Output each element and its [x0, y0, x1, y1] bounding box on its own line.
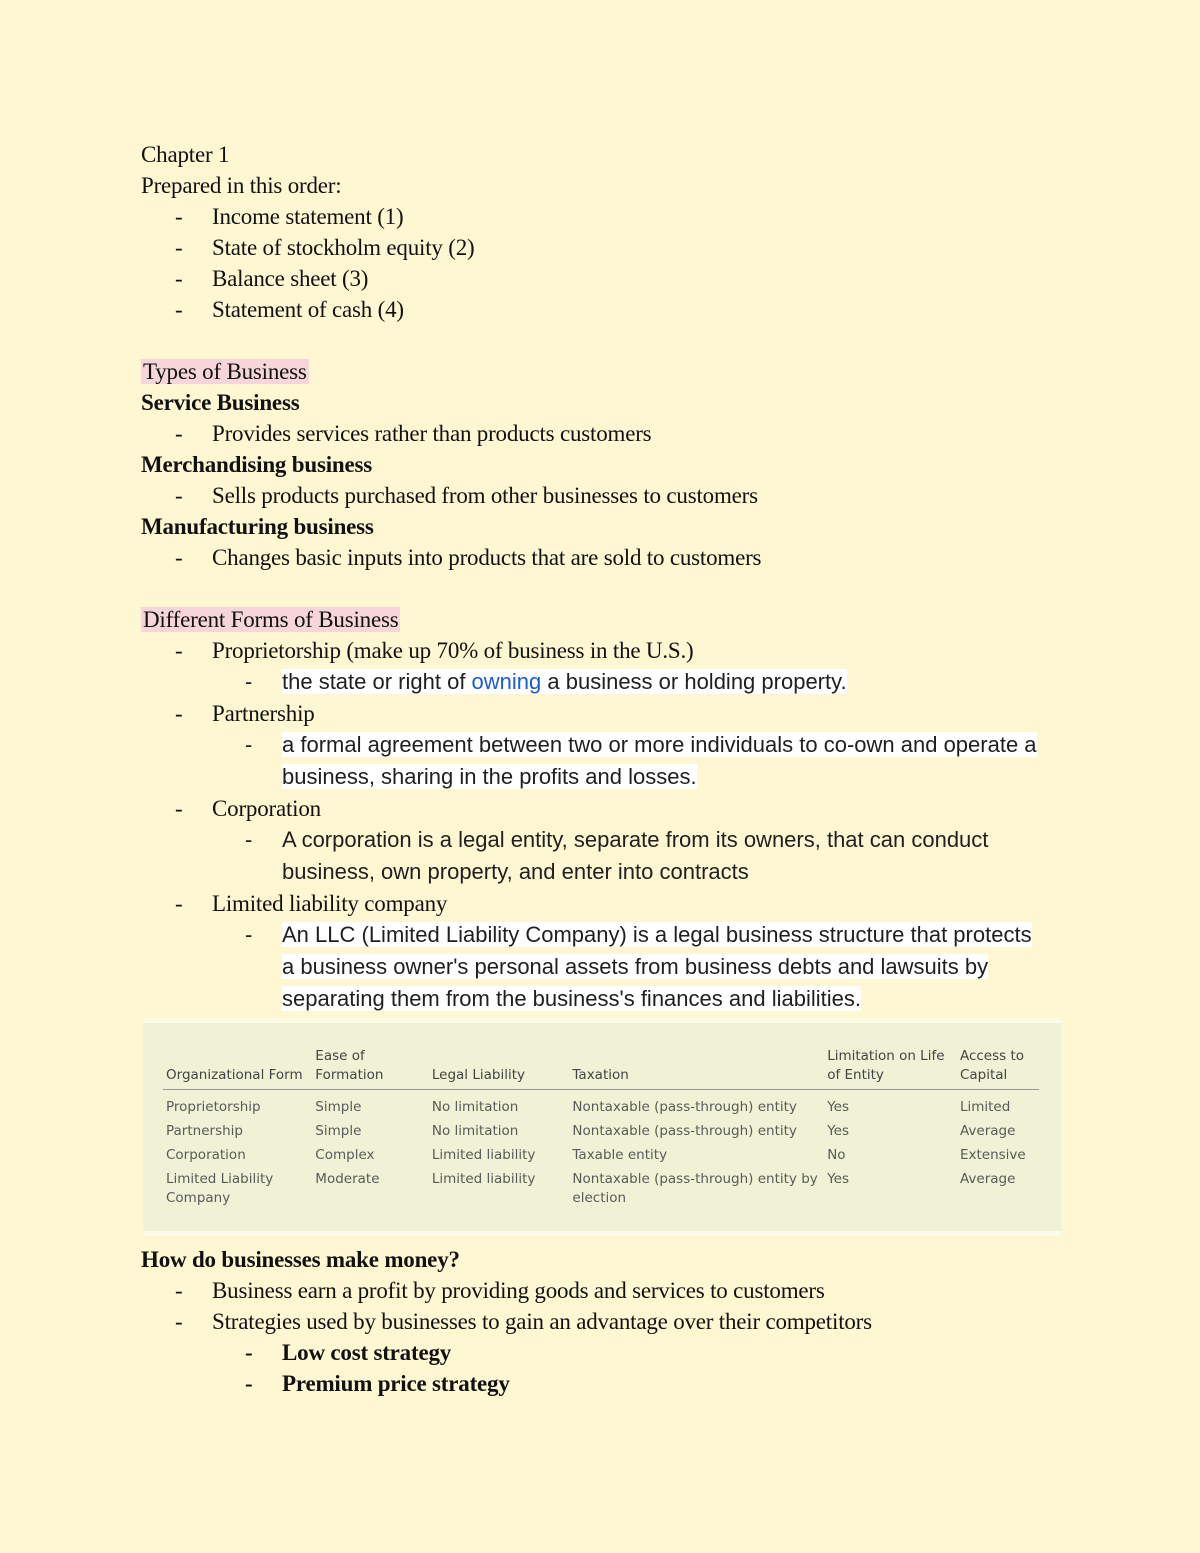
strategy-item: - Low cost strategy: [141, 1337, 1101, 1368]
service-business-desc: - Provides services rather than products customers: [141, 418, 1101, 449]
merchandising-business-desc: - Sells products purchased from other businesses to customers: [141, 480, 1101, 511]
dash-bullet: -: [175, 204, 183, 229]
dash-bullet: -: [175, 796, 183, 821]
col-legal-liability: Legal Liability: [429, 1043, 570, 1090]
owning-link[interactable]: owning: [471, 669, 542, 694]
table-row: Corporation Complex Limited liability Taxable entity No Extensive: [166, 1147, 1026, 1163]
dash-bullet: -: [175, 1309, 183, 1334]
col-organizational-form: Organizational Form: [163, 1043, 312, 1090]
business-forms-table: [163, 1043, 1039, 1210]
table-header-row: [163, 1043, 1039, 1090]
business-forms-table-image: [143, 1018, 1061, 1236]
order-item: - Balance sheet (3): [141, 263, 1101, 294]
partnership-definition: - a formal agreement between two or more individuals to co-own and operate a business, sharing in the profits and losses.: [141, 729, 1042, 793]
form-llc: - Limited liability company: [141, 888, 1101, 919]
form-proprietorship: - Proprietorship (make up 70% of business in the U.S.): [141, 635, 1101, 666]
dash-bullet: -: [175, 701, 183, 726]
table-row: Proprietorship Simple No limitation Nontaxable (pass-through) entity Yes Limited: [166, 1099, 1011, 1115]
form-corporation: - Corporation: [141, 793, 1101, 824]
merchandising-business-title: Merchandising business: [141, 452, 372, 477]
order-item: - Income statement (1): [141, 201, 1101, 232]
order-item: - State of stockholm equity (2): [141, 232, 1101, 263]
dash-bullet: -: [175, 1278, 183, 1303]
notes-content: [141, 139, 1101, 1015]
types-heading: Types of Business: [143, 359, 307, 384]
manufacturing-business-title: Manufacturing business: [141, 514, 374, 539]
proprietorship-definition: - the state or right of owning a business or holding property.: [141, 666, 1101, 698]
form-partnership: - Partnership: [141, 698, 1101, 729]
col-access-to-capital: Access to Capital: [957, 1043, 1039, 1090]
dash-bullet: -: [175, 297, 183, 322]
order-item: - Statement of cash (4): [141, 294, 1101, 325]
dash-bullet: -: [245, 732, 253, 757]
dash-bullet: -: [245, 827, 253, 852]
corporation-definition: - A corporation is a legal entity, separate from its owners, that can conduct business, own property, and enter into contracts: [141, 824, 1072, 888]
dash-bullet: -: [175, 638, 183, 663]
dash-bullet: -: [175, 891, 183, 916]
llc-definition: - An LLC (Limited Liability Company) is a legal business structure that protects a business owner's personal assets from business debts and lawsuits by separating them from the business's finances and liabilities.: [141, 919, 1042, 1015]
manufacturing-business-desc: - Changes basic inputs into products that are sold to customers: [141, 542, 1101, 573]
money-point: - Business earn a profit by providing goods and services to customers: [141, 1275, 1101, 1306]
money-section: [141, 1244, 1101, 1399]
strategy-item: - Premium price strategy: [141, 1368, 1101, 1399]
col-taxation: Taxation: [569, 1043, 824, 1090]
dash-bullet: -: [245, 922, 253, 947]
dash-bullet: -: [175, 483, 183, 508]
dash-bullet: -: [245, 1340, 253, 1365]
dash-bullet: -: [245, 1371, 253, 1396]
chapter-title: Chapter 1: [141, 142, 230, 167]
forms-heading: Different Forms of Business: [143, 607, 399, 632]
dash-bullet: -: [175, 235, 183, 260]
order-intro: Prepared in this order:: [141, 173, 342, 198]
dash-bullet: -: [175, 421, 183, 446]
table-row: Partnership Simple No limitation Nontaxable (pass-through) entity Yes Average: [166, 1123, 1016, 1139]
service-business-title: Service Business: [141, 390, 300, 415]
money-heading: How do businesses make money?: [141, 1247, 460, 1272]
col-limitation-on-life: Limitation on Life of Entity: [824, 1043, 957, 1090]
dash-bullet: -: [175, 545, 183, 570]
table-row: Limited Liability Company Moderate Limited liability Nontaxable (pass-through) entity by election Yes Average: [166, 1171, 1016, 1206]
dash-bullet: -: [175, 266, 183, 291]
money-point: - Strategies used by businesses to gain an advantage over their competitors: [141, 1306, 1101, 1337]
col-ease-of-formation: Ease of Formation: [312, 1043, 429, 1090]
dash-bullet: -: [245, 669, 253, 694]
